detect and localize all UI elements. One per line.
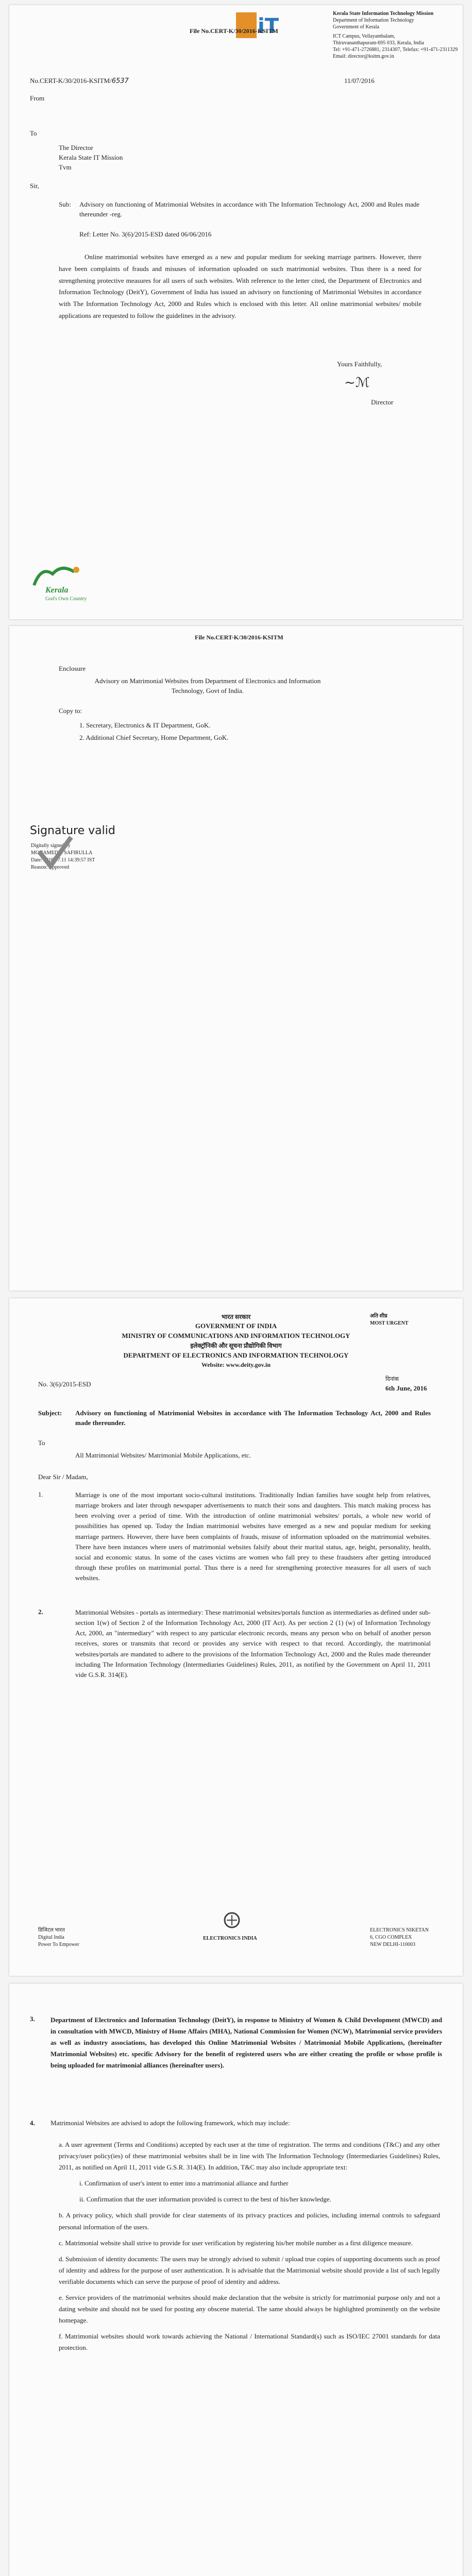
org-gov: Government of Kerala	[333, 24, 379, 30]
file-number: File No.CERT-K/30/2016-KSITM	[190, 27, 278, 35]
from-label: From	[30, 94, 45, 102]
list-item: a. A user agreement (Terms and Conditions) accepted by each user at the time of registration. The terms and conditions (T&C) and any other privacy/user policy(ies) of these matrimonial websites shall be in line with The Information Technology (Intermediaries Guidelines) Rules, 2011, as notified on April 11, 2011 vide G.S.R. 314(E). In addition, T&C may also include appropriate text:	[59, 2141, 440, 2172]
date-hindi: दिनांक	[385, 1376, 399, 1382]
org-email: Email: director@ksitm.gov.in	[333, 54, 394, 59]
checkmark-icon	[36, 834, 73, 873]
signature-icon: ~ℳ	[344, 375, 370, 391]
org-address-1: ICT Campus, Vellayambalam,	[333, 33, 395, 39]
copy-item-2: 2. Additional Chief Secretary, Home Department, GoK.	[79, 734, 229, 741]
letter-no: No. 3(6)/2015-ESD	[38, 1380, 91, 1388]
reference-line: Ref: Letter No. 3(6)/2015-ESD dated 06/06/2016	[79, 230, 212, 238]
letter-page-2	[9, 626, 463, 1291]
gov-hindi: भारत सरकार	[221, 1313, 251, 1320]
org-address-3: Tel: +91-471-2726881, 2314307, Telefax: +91-471-2311329	[333, 47, 458, 53]
footer-address-2: 6, CGO COMPLEX	[370, 1935, 412, 1940]
list-item: c. Matrimonial website shall strive to provide for user verification by registering his/her mobile number as a first diligence measure.	[59, 2239, 413, 2247]
closing: Yours Faithfully,	[337, 360, 382, 368]
list-item: i. Confirmation of user's intent to enter into a matrimonial alliance and further	[79, 2179, 289, 2188]
letter-date: 11/07/2016	[344, 77, 375, 84]
copy-item-1: 1. Secretary, Electronics & IT Department, GoK.	[79, 721, 211, 729]
to-label-3: To	[38, 1439, 45, 1447]
org-dept: Department of Information Technology	[333, 18, 414, 23]
digital-sig-line-1: Digitally signed by	[31, 843, 71, 849]
list-item: ii. Confirmation that the user information provided is correct to the best of his/her knowledge.	[79, 2195, 331, 2204]
copy-to-label: Copy to:	[59, 707, 82, 715]
org-name: Kerala State Information Technology Mission	[333, 11, 434, 16]
enclosure-label: Enclosure	[59, 665, 86, 672]
subject-text-3: Advisory on functioning of Matrimonial Websites in accordance with The Information Technology Act, 2000 and Rules made thereunder.	[75, 1409, 431, 1427]
subject-text: Advisory on functioning of Matrimonial Websites in accordance with The Information Technology Act, 2000 and Rules made thereunder -reg.	[79, 200, 419, 218]
letter-page-3	[9, 1298, 463, 1976]
list-item: b. A privacy policy, which shall provide for clear statements of its privacy practices and policies, including internal controls to safeguard personal information of the users.	[59, 2211, 440, 2231]
digital-sig-line-3: Date: 2016.07.11 14:39:57 IST	[31, 857, 95, 863]
to-line-3: Tvm	[59, 163, 72, 171]
org-address-2: Thiruvananthapuram-695 033, Kerala, India	[333, 40, 424, 46]
letter-page-1	[9, 5, 463, 619]
subject-label: Sub:	[59, 200, 71, 208]
framework-list	[59, 2139, 440, 2359]
footer-digital-india: Digital India	[38, 1935, 64, 1940]
ministry-name: MINISTRY OF COMMUNICATIONS AND INFORMATION TECHNOLOGY	[122, 1332, 350, 1340]
para-2: Matrimonial Websites - portals as intermediary: These matrimonial websites/portals function as intermediaries as defined under sub-section 1(w) of Section 2 of the Information Technology Act, 2000 (IT Act). As per section 2 (1) (w) of Information Technology Act, 2000, an "intermediary" with respect to any particular electronic records, means any person who on behalf of another person receives, stores or transmits that record or provides any service with respect to that record. Accordingly, the matrimonial websites/portals are mandated to adhere to the provisions of the Information Technology Act, 2000 and the Rules made thereunder including The Information Technology (Intermediaries Guidelines) Rules, 2011, as notified by the Government on April 11, 2011 vide G.S.R. 314(E).	[75, 1608, 431, 1679]
footer-tagline: Power To Empower	[38, 1942, 79, 1947]
to-label: To	[30, 129, 37, 137]
salutation-3: Dear Sir / Madam,	[38, 1473, 88, 1481]
list-item: d. Submission of identity documents: The users may be strongly advised to submit / upload true copies of supporting documents such as proof of identity and address for the purpose of user authentication. It is advisable that the Matrimonial website should provide a list of such legally verifiable documents which can serve the purpose of proof of identity and address.	[59, 2255, 440, 2285]
gov-english: GOVERNMENT OF INDIA	[195, 1322, 277, 1330]
dept-hindi: इलेक्ट्रॉनिकी और सूचना प्रौद्योगिकी विभाग	[190, 1342, 282, 1349]
kerala-logo-text: Kerala	[45, 586, 69, 595]
footer-electronics-india: ELECTRONICS INDIA	[203, 1936, 257, 1941]
dept-english: DEPARTMENT OF ELECTRONICS AND INFORMATION TECHNOLOGY	[123, 1351, 349, 1359]
list-item: e. Service providers of the matrimonial websites should make declaration that the website is strictly for matrimonial purpose only and not a dating website and should not be used for posting any obscene material. The same should always be highlighted prominently on the website homepage.	[59, 2294, 440, 2325]
priority-english: MOST URGENT	[370, 1320, 409, 1326]
list-item: f. Matrimonial websites should work towards achieving the National / International Standard(s) such as ISO/IEC 27001 standards for data protection.	[59, 2332, 440, 2352]
enclosure-text: Advisory on Matrimonial Websites from Department of Electronics and Information Technology, Govt of India.	[94, 677, 321, 694]
dept-website: Website: www.deity.gov.in	[201, 1361, 271, 1368]
footer-address-1: ELECTRONICS NIKETAN	[370, 1927, 429, 1933]
para-1-number: 1.	[38, 1490, 43, 1498]
footer-address-3: NEW DELHI-110003	[370, 1942, 416, 1947]
body-paragraph: Online matrimonial websites have emerged as a new and popular medium for seeking marriage partners. However, there have been complaints of frauds and misuses of information uploaded on such matrimonial websites. Thus there is a need for strengthening protective measures for all users of such websites. With reference to the letter cited, the Department of Electronics and Information Technology (DeitY), Government of India has issued an advisory on functioning of Matrimonial Websites in accordance with The Information Technology Act, 2000 and Rules which is enclosed with this letter. All online matrimonial websites/ mobile applications are requested to follow the guidelines in the advisory.	[59, 253, 422, 319]
electronics-india-logo-icon	[216, 1911, 247, 1931]
para-4: Matrimonial Websites are advised to adopt the following framework, which may include:	[50, 2119, 290, 2127]
reference-number: No.CERT-K/30/2016-KSITM/6537	[30, 77, 129, 85]
subject-label-3: Subject:	[38, 1409, 62, 1417]
footer-digital-india-hi: डिजिटल भारत	[38, 1927, 65, 1933]
para-4-number: 4.	[30, 2119, 35, 2127]
para-1: Marriage is one of the most important socio-cultural institutions. Traditionally Indian families have sought help from relatives, marriage brokers and later through newspaper advertisements to match their sons and daughters. This match making process has been evolving over a period of time. With the introduction of online matrimonial websites/ portals, a whole new world of possibilities has opened up. Today the Indian matrimonial websites have emerged as a new and popular medium for seeking marriage partners. However, there have been complaints of frauds, misuse of information uploaded on the matrimonial websites. There have been instances where users of matrimonial websites falsify about their marital status, age, height, personality, health, social and economic status. In some of the cases victims are women who fall prey to these fraudsters after getting introduced through these profiles on matrimonial portal. Thus there is a need for strengthening protective measures for all users of such websites.	[75, 1491, 431, 1582]
to-line-2: Kerala State IT Mission	[59, 154, 123, 161]
designation: Director	[371, 398, 394, 406]
digital-sig-line-4: Reason: Approved	[31, 865, 70, 870]
para-2-number: 2.	[38, 1608, 43, 1616]
to-line-1: The Director	[59, 144, 93, 151]
letter-page-4	[9, 1984, 463, 2576]
digital-sig-line-2: MOHAMED Y SAFIRULLA	[31, 850, 93, 856]
salutation: Sir,	[30, 182, 39, 190]
priority-hindi: अति शीघ्र	[370, 1313, 387, 1319]
to-text-3: All Matrimonial Websites/ Matrimonial Mobile Applications, etc.	[75, 1451, 251, 1459]
para-3-number: 3.	[30, 2015, 35, 2023]
file-number-2: File No.CERT-K/30/2016-KSITM	[195, 634, 283, 641]
para-3: Department of Electronics and Information Technology (DeitY), in response to Ministry of Women & Child Development (MWCD) and in consultation with MWCD, Ministry of Home Affairs (MHA), National Commission for Women (NCW), Matrimonial service providers as well as industry associations, has developed this Online Matrimonial Websites / Matrimonial Mobile Applications, (hereinafter Matrimonial Websites) etc. specific Advisory for the benefit of registered users who are either creating the profile or whose profile is being uploaded for matrimonial alliances (hereinafter users).	[50, 2016, 442, 2070]
signature-valid-label: Signature valid	[30, 824, 115, 837]
letter-date-3: 6th June, 2016	[385, 1384, 427, 1392]
svg-text:iT: iT	[258, 14, 279, 38]
kerala-logo-tagline: God's Own Country	[45, 596, 87, 602]
